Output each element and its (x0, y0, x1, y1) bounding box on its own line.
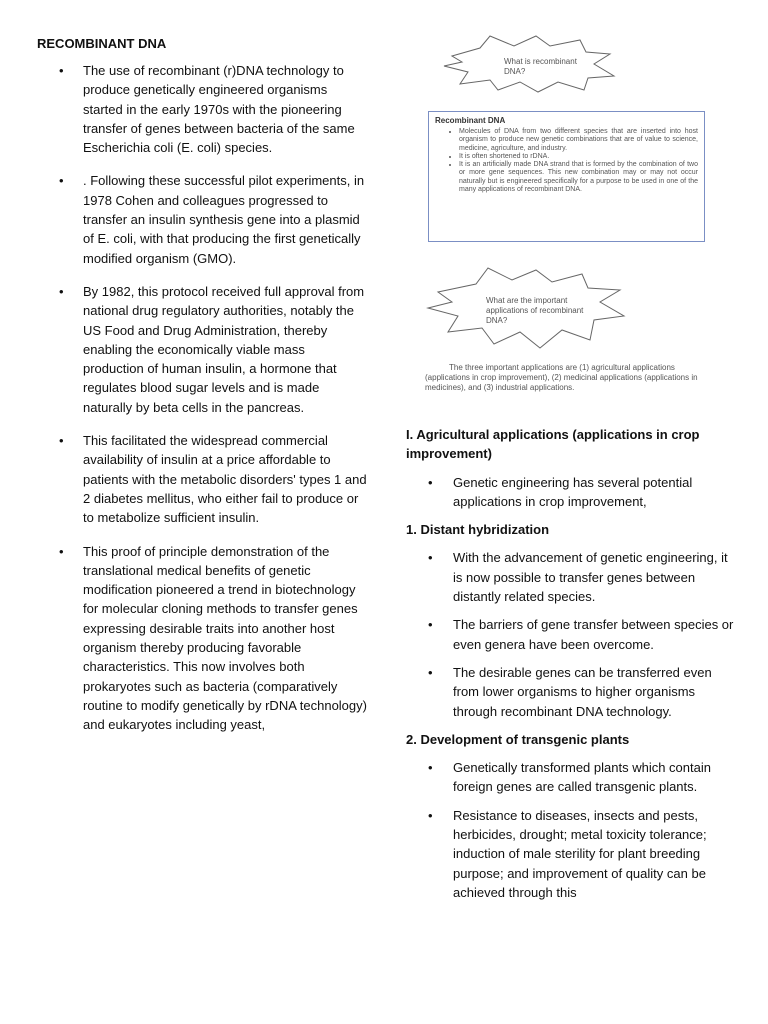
bullet-icon: • (428, 760, 433, 776)
list-item: • This proof of principle demonstration of the translational medical benefits of genetic modification pioneered a trend in biotechnology for molecular cloning methods to transfer genes expressing desirable traits into another host organism thereby producing favorable characteristics. This now involves both prokaryotes such as bacteria (comparatively routine to modify genetically by rDNA technology) and eukaryotes including yeast, (59, 543, 367, 733)
bullet-icon: • (428, 664, 433, 680)
list-item: • Genetic engineering has several potential applications in crop improvement, (428, 474, 693, 509)
bullet-icon: • (59, 283, 64, 299)
section-heading-transgenic-plants: 2. Development of transgenic plants (406, 731, 630, 747)
left-column (37, 36, 367, 749)
section-list-distant-hybridization (406, 548, 736, 720)
section-list-agricultural (406, 473, 736, 512)
left-bullet-list (37, 61, 367, 735)
bullet-icon: • (59, 543, 64, 559)
figure-caption: The three important applications are (1) agricultural applications (applications in crop improvement), (2) medicinal applications (applications in medicines), and (3) industrial applications. (425, 363, 698, 392)
bullet-icon: • (428, 617, 433, 633)
box-title: Recombinant DNA (435, 116, 506, 125)
starburst-question-2: What are the important applications of recombinant DNA? (486, 296, 584, 325)
list-item: • The use of recombinant (r)DNA technology to produce genetically engineered organisms started in the early 1970s with the pioneering transfer of genes between bacteria of the same Escherichia coli (E. coli) species. (59, 63, 355, 156)
recombinant-dna-box (428, 111, 705, 242)
section-heading-distant-hybridization: 1. Distant hybridization (406, 522, 550, 538)
starburst-question-1: What is recombinant DNA? (504, 57, 577, 76)
bullet-icon: • (428, 550, 433, 566)
list-item: • The desirable genes can be transferred even from lower organisms to higher organisms through recombinant DNA technology. (428, 664, 712, 719)
section-list-transgenic-plants (406, 758, 736, 902)
document-title: RECOMBINANT DNA (37, 36, 167, 51)
list-item: • . Following these successful pilot experiments, in 1978 Cohen and colleagues progressed to transfer an insulin synthesis gene into a plasmid of E. coli, with that producing the first genetically modified organism (GMO). (59, 173, 365, 266)
bullet-icon: • (59, 63, 64, 78)
list-item: • It is an artificially made DNA strand that is formed by the combination of two or more gene sequences. This new combination may or may not occur naturally but is engineered specifically for a purpose to be used in one of the many applications of recombinant DNA. (459, 161, 698, 194)
bullet-icon: • (428, 474, 433, 490)
section-heading-agricultural: I. Agricultural applications (applications in crop improvement) (406, 427, 700, 462)
list-item: • With the advancement of genetic engineering, it is now possible to transfer genes between distantly related species. (428, 550, 728, 605)
bullet-icon: • (428, 807, 433, 823)
list-item: • The barriers of gene transfer between species or even genera have been overcome. (428, 617, 734, 652)
recombinant-dna-figure (420, 30, 720, 420)
bullet-icon: • (59, 433, 64, 449)
list-item: • Resistance to diseases, insects and pests, herbicides, drought; metal toxicity tolerance; induction of male sterility for plant breeding purpose; and improvement of quality can be achieved through this (428, 807, 707, 900)
list-item: • Genetically transformed plants which contain foreign genes are called transgenic plants. (428, 760, 711, 795)
list-item: • It is often shortened to rDNA. (459, 153, 698, 161)
list-item: • By 1982, this protocol received full approval from national drug regulatory authorities, notably the US Food and Drug Administration, thereby enabling the economically viable mass production of human insulin, a hormone that regulates blood sugar levels and is made naturally by beta cells in the pancreas. (59, 283, 365, 415)
list-item: • This facilitated the widespread commercial availability of insulin at a price affordable to patients with the metabolic disorders' types 1 and 2 diabetes mellitus, who either fail to produce or to metabolize sufficient insulin. (59, 433, 367, 526)
right-column (406, 425, 736, 911)
box-list (435, 128, 698, 194)
list-item: • Molecules of DNA from two different species that are inserted into host organism to produce new genetic combinations that are of value to science, medicine, agriculture, and industry. (459, 128, 698, 153)
bullet-icon: • (59, 173, 64, 189)
